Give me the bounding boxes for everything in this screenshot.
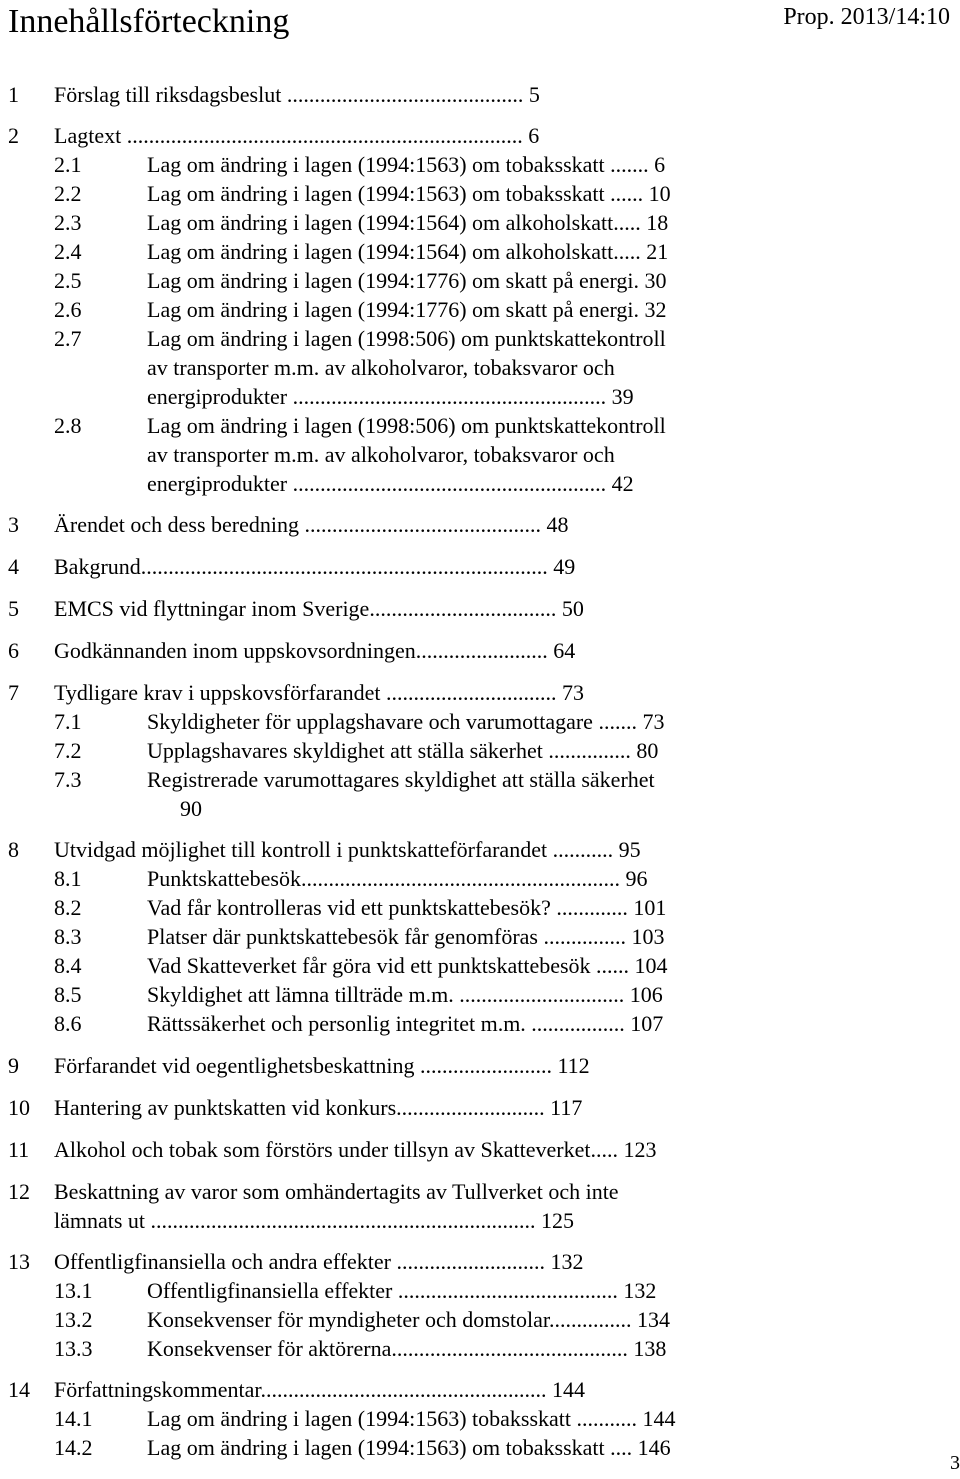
- toc-entry[interactable]: [0, 893, 960, 922]
- toc-entry-number: 2: [8, 123, 19, 148]
- toc-entry[interactable]: [0, 1375, 960, 1404]
- toc-entry-text: Offentligfinansiella och andra effekter ........................... 132: [54, 1249, 584, 1274]
- toc-entry-number: 7: [8, 680, 19, 705]
- toc-entry-text: Lag om ändring i lagen (1994:1564) om alkoholskatt..... 21: [147, 239, 669, 264]
- toc-entry-text: Ärendet och dess beredning ........................................... 48: [54, 512, 569, 537]
- toc-entry[interactable]: [0, 121, 960, 150]
- toc-entry-number: 13.3: [54, 1336, 93, 1361]
- toc-entry-number: 2.1: [54, 152, 82, 177]
- toc-entry[interactable]: [0, 980, 960, 1009]
- toc-entry-text: Lagtext ........................................................................ 6: [54, 123, 540, 148]
- toc-entry-text: Lag om ändring i lagen (1994:1776) om skatt på energi. 32: [147, 297, 667, 322]
- toc-entry-number: 9: [8, 1053, 19, 1078]
- toc-entry[interactable]: [0, 1305, 960, 1334]
- toc-entry-number: 8.5: [54, 982, 82, 1007]
- toc-entry-text: Rättssäkerhet och personlig integritet m.m. ................. 107: [147, 1011, 664, 1036]
- page-number: 3: [950, 1452, 960, 1474]
- toc-entry[interactable]: [0, 794, 960, 823]
- toc-entry-number: 2.7: [54, 326, 82, 351]
- toc-entry[interactable]: [0, 835, 960, 864]
- toc-entry-text: Lag om ändring i lagen (1994:1563) tobaksskatt ........... 144: [147, 1406, 676, 1431]
- toc-entry-text: av transporter m.m. av alkoholvaror, tobaksvaror och: [147, 355, 615, 380]
- page-title: Innehållsförteckning: [8, 3, 290, 40]
- toc-entry-text: Vad Skatteverket får göra vid ett punktskattebesök ...... 104: [147, 953, 668, 978]
- toc-entry-text: Utvidgad möjlighet till kontroll i punktskatteförfarandet ........... 95: [54, 837, 641, 862]
- toc-entry[interactable]: [0, 1093, 960, 1122]
- toc-entry-number: 12: [8, 1179, 30, 1204]
- toc-entry-text: Lag om ändring i lagen (1998:506) om punktskattekontroll: [147, 326, 666, 351]
- toc-entry[interactable]: [0, 864, 960, 893]
- toc-entry-text: Lag om ändring i lagen (1994:1563) om tobaksskatt ....... 6: [147, 152, 666, 177]
- toc-entry-text: Skyldigheter för upplagshavare och varumottagare ....... 73: [147, 709, 665, 734]
- toc-entry-text: 90: [180, 796, 202, 821]
- toc-entry-text: Tydligare krav i uppskovsförfarandet ............................... 73: [54, 680, 585, 705]
- toc-entry-number: 8.3: [54, 924, 82, 949]
- toc-entry[interactable]: [0, 353, 960, 382]
- toc-entry-text: av transporter m.m. av alkoholvaror, tobaksvaror och: [147, 442, 615, 467]
- toc-entry-number: 8.6: [54, 1011, 82, 1036]
- toc-entry-text: Förfarandet vid oegentlighetsbeskattning ........................ 112: [54, 1053, 590, 1078]
- toc-entry[interactable]: [0, 80, 960, 109]
- toc-entry[interactable]: [0, 951, 960, 980]
- toc-entry[interactable]: [0, 237, 960, 266]
- toc-entry-text: EMCS vid flyttningar inom Sverige.................................. 50: [54, 596, 584, 621]
- toc-entry[interactable]: [0, 1433, 960, 1462]
- toc-entry-number: 7.1: [54, 709, 82, 734]
- toc-entry-number: 2.3: [54, 210, 82, 235]
- document-reference: Prop. 2013/14:10: [783, 4, 950, 30]
- toc-entry-number: 1: [8, 82, 19, 107]
- toc-entry-text: Författningskommentar.................................................... 144: [54, 1377, 586, 1402]
- toc-entry-text: Hantering av punktskatten vid konkurs........................... 117: [54, 1095, 583, 1120]
- toc-entry[interactable]: [0, 678, 960, 707]
- toc-entry-text: Konsekvenser för aktörerna........................................... 138: [147, 1336, 667, 1361]
- toc-entry-number: 8: [8, 837, 19, 862]
- toc-entry-text: Lag om ändring i lagen (1994:1563) om tobaksskatt ...... 10: [147, 181, 671, 206]
- toc-entry[interactable]: [0, 765, 960, 794]
- toc-entry-number: 5: [8, 596, 19, 621]
- toc-entry-number: 14.1: [54, 1406, 93, 1431]
- toc-entry[interactable]: [0, 266, 960, 295]
- toc-entry[interactable]: [0, 382, 960, 411]
- toc-entry-number: 8.2: [54, 895, 82, 920]
- toc-entry-text: Lag om ändring i lagen (1998:506) om punktskattekontroll: [147, 413, 666, 438]
- toc-entry-number: 6: [8, 638, 19, 663]
- toc-entry-text: energiprodukter ......................................................... 42: [147, 471, 634, 496]
- toc-entry[interactable]: [0, 324, 960, 353]
- toc-entry-number: 2.4: [54, 239, 82, 264]
- toc-entry-text: Beskattning av varor som omhändertagits av Tullverket och inte: [54, 1179, 619, 1204]
- toc-entry-text: Lag om ändring i lagen (1994:1564) om alkoholskatt..... 18: [147, 210, 669, 235]
- toc-entry-number: 2.5: [54, 268, 82, 293]
- toc-entry-number: 7.3: [54, 767, 82, 792]
- toc-entry-text: Offentligfinansiella effekter ........................................ 132: [147, 1278, 657, 1303]
- toc-entry[interactable]: [0, 1334, 960, 1363]
- toc-entry[interactable]: [0, 510, 960, 539]
- toc-entry-text: Konsekvenser för myndigheter och domstolar............... 134: [147, 1307, 671, 1332]
- toc-entry[interactable]: [0, 636, 960, 665]
- toc-entry[interactable]: [0, 208, 960, 237]
- toc-entry-number: 2.2: [54, 181, 82, 206]
- toc-entry[interactable]: [0, 1177, 960, 1206]
- toc-entry-number: 8.1: [54, 866, 82, 891]
- toc-entry-number: 8.4: [54, 953, 82, 978]
- toc-entry-text: Förslag till riksdagsbeslut ........................................... 5: [54, 82, 540, 107]
- toc-entry-text: Platser där punktskattebesök får genomföras ............... 103: [147, 924, 665, 949]
- toc-entry-text: Skyldighet att lämna tillträde m.m. .............................. 106: [147, 982, 663, 1007]
- toc-entry-number: 13: [8, 1249, 30, 1274]
- toc-entry-text: Vad får kontrolleras vid ett punktskattebesök? ............. 101: [147, 895, 667, 920]
- toc-entry-text: energiprodukter ......................................................... 39: [147, 384, 634, 409]
- toc-entry[interactable]: [0, 552, 960, 581]
- toc-entry-number: 7.2: [54, 738, 82, 763]
- toc-entry-number: 3: [8, 512, 19, 537]
- toc-entry[interactable]: [0, 736, 960, 765]
- toc-entry-text: Lag om ändring i lagen (1994:1563) om tobaksskatt .... 146: [147, 1435, 671, 1460]
- toc-entry[interactable]: [0, 1009, 960, 1038]
- toc-entry[interactable]: [0, 295, 960, 324]
- toc-entry-text: Godkännanden inom uppskovsordningen........................ 64: [54, 638, 576, 663]
- toc-entry[interactable]: [0, 922, 960, 951]
- toc-entry-number: 14.2: [54, 1435, 93, 1460]
- toc-entry[interactable]: [0, 150, 960, 179]
- toc-entry-text: Punktskattebesök.......................................................... 96: [147, 866, 648, 891]
- toc-entry-number: 10: [8, 1095, 30, 1120]
- toc-entry[interactable]: [0, 707, 960, 736]
- toc-entry[interactable]: [0, 1051, 960, 1080]
- toc-entry[interactable]: [0, 440, 960, 469]
- toc-entry[interactable]: [0, 594, 960, 623]
- toc-entry-text: lämnats ut ...................................................................... 125: [54, 1208, 575, 1233]
- toc-entry-number: 14: [8, 1377, 30, 1402]
- toc-entry-number: 2.6: [54, 297, 82, 322]
- toc-entry[interactable]: [0, 1135, 960, 1164]
- toc-entry-number: 2.8: [54, 413, 82, 438]
- toc-entry-text: Upplagshavares skyldighet att ställa säkerhet ............... 80: [147, 738, 659, 763]
- toc-entry-number: 4: [8, 554, 19, 579]
- toc-entry-number: 11: [8, 1137, 30, 1162]
- toc-entry[interactable]: [0, 1404, 960, 1433]
- toc-entry-text: Lag om ändring i lagen (1994:1776) om skatt på energi. 30: [147, 268, 667, 293]
- toc-entry[interactable]: [0, 469, 960, 498]
- toc-entry[interactable]: [0, 179, 960, 208]
- toc-entry[interactable]: [0, 1247, 960, 1276]
- toc-entry[interactable]: [0, 411, 960, 440]
- toc-entry-text: Alkohol och tobak som förstörs under tillsyn av Skatteverket..... 123: [54, 1137, 657, 1162]
- toc-entry-number: 13.1: [54, 1278, 93, 1303]
- toc-entry-number: 13.2: [54, 1307, 93, 1332]
- toc-entry-text: Registrerade varumottagares skyldighet att ställa säkerhet: [147, 767, 655, 792]
- toc-entry[interactable]: [0, 1206, 960, 1235]
- toc-entry[interactable]: [0, 1276, 960, 1305]
- toc-entry-text: Bakgrund.......................................................................... 49: [54, 554, 576, 579]
